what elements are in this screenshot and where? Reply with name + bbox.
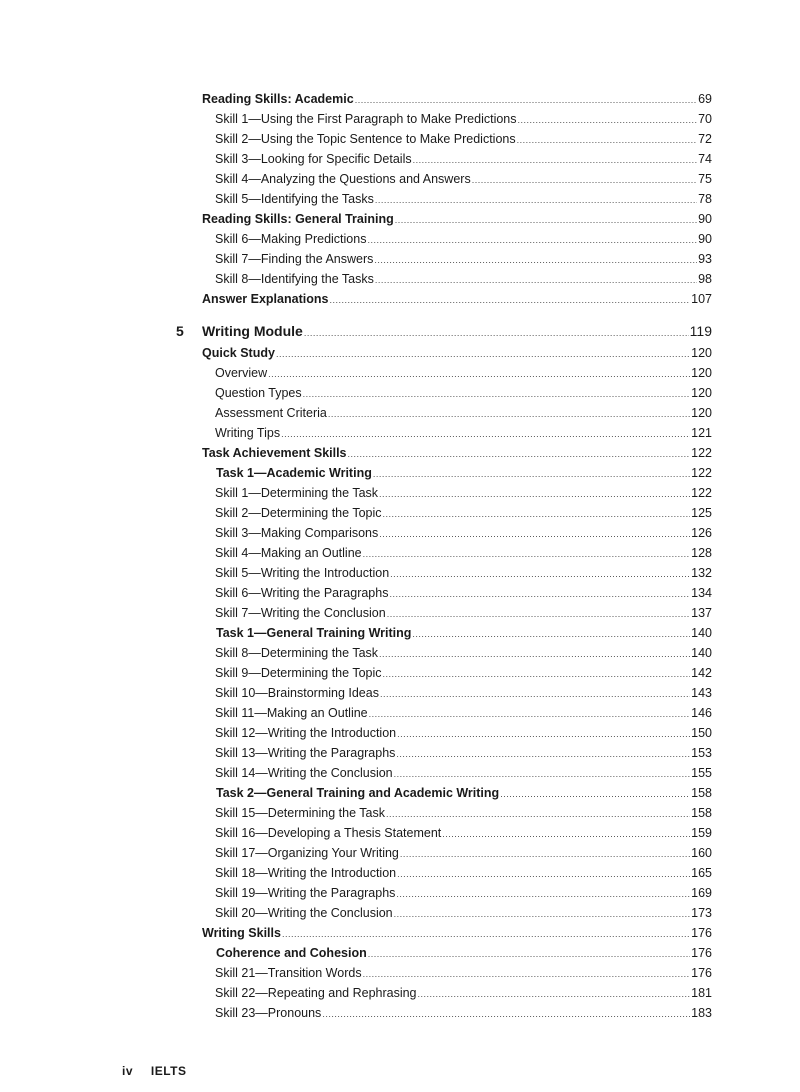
toc-title: Skill 16—Developing a Thesis Statement xyxy=(215,826,442,840)
toc-title: Answer Explanations xyxy=(202,292,329,306)
toc-page-number: 122 xyxy=(691,486,712,500)
toc-page-number: 120 xyxy=(691,366,712,380)
toc-title: Skill 9—Determining the Topic xyxy=(215,666,382,680)
toc-page-number: 120 xyxy=(691,386,712,400)
toc-page-number: 72 xyxy=(698,132,712,146)
dot-leader xyxy=(397,724,690,744)
toc-page-number: 137 xyxy=(691,606,712,620)
toc-title: Skill 8—Identifying the Tasks xyxy=(215,272,374,286)
toc-page-number: 160 xyxy=(691,846,712,860)
dot-leader xyxy=(268,364,690,384)
toc-item[interactable] xyxy=(200,823,712,843)
toc-title: Skill 7—Finding the Answers xyxy=(215,252,374,266)
toc-item[interactable] xyxy=(200,583,712,603)
toc-page-number: 119 xyxy=(689,323,712,339)
toc-title: Skill 12—Writing the Introduction xyxy=(215,726,397,740)
toc-page-number: 173 xyxy=(691,906,712,920)
toc-section[interactable] xyxy=(200,289,712,309)
toc-item[interactable] xyxy=(200,703,712,723)
dot-leader xyxy=(368,944,690,964)
toc-item[interactable] xyxy=(200,683,712,703)
toc-page-number: 176 xyxy=(691,946,712,960)
dot-leader xyxy=(322,1004,690,1024)
toc-page-number: 126 xyxy=(691,526,712,540)
toc-section[interactable] xyxy=(200,443,712,463)
toc-item[interactable] xyxy=(200,743,712,763)
toc-item[interactable] xyxy=(200,189,712,209)
toc-page-number: 158 xyxy=(691,806,712,820)
toc-item[interactable] xyxy=(200,423,712,443)
toc-item[interactable] xyxy=(200,603,712,623)
toc-section[interactable] xyxy=(200,89,712,109)
toc-title: Assessment Criteria xyxy=(215,406,327,420)
toc-title: Task 2—General Training and Academic Writing xyxy=(216,786,500,800)
toc-title: Skill 7—Writing the Conclusion xyxy=(215,606,386,620)
dot-leader xyxy=(380,684,690,704)
dot-leader xyxy=(363,544,691,564)
dot-leader xyxy=(304,321,689,345)
toc-page-number: 183 xyxy=(691,1006,712,1020)
toc-page-number: 107 xyxy=(691,292,712,306)
toc-page-number: 176 xyxy=(691,966,712,980)
dot-leader xyxy=(375,270,697,290)
toc-item[interactable] xyxy=(200,403,712,423)
toc-page-number: 169 xyxy=(691,886,712,900)
dot-leader xyxy=(373,464,690,484)
dot-leader xyxy=(500,784,690,804)
toc-title: Skill 5—Identifying the Tasks xyxy=(215,192,374,206)
toc-item[interactable] xyxy=(200,643,712,663)
toc-item[interactable] xyxy=(200,169,712,189)
toc-title: Overview xyxy=(215,366,268,380)
toc-title: Skill 14—Writing the Conclusion xyxy=(215,766,393,780)
toc-title: Writing Module xyxy=(202,323,303,339)
toc-title: Writing Skills xyxy=(202,926,281,940)
toc-title: Skill 11—Making an Outline xyxy=(215,706,368,720)
toc-item[interactable] xyxy=(200,843,712,863)
dot-leader xyxy=(396,744,690,764)
toc-page-number: 153 xyxy=(691,746,712,760)
toc-title: Skill 6—Writing the Paragraphs xyxy=(215,586,389,600)
toc-title: Quick Study xyxy=(202,346,275,360)
table-of-contents xyxy=(176,89,712,1023)
dot-leader xyxy=(355,90,697,110)
toc-title: Skill 18—Writing the Introduction xyxy=(215,866,397,880)
toc-page-number: 158 xyxy=(691,786,712,800)
toc-page-number: 150 xyxy=(691,726,712,740)
toc-page-number: 125 xyxy=(691,506,712,520)
toc-item[interactable] xyxy=(200,543,712,563)
toc-item[interactable] xyxy=(200,249,712,269)
dot-leader xyxy=(400,844,690,864)
toc-page-number: 181 xyxy=(691,986,712,1000)
toc-title: Skill 3—Looking for Specific Details xyxy=(215,152,412,166)
toc-title: Skill 3—Making Comparisons xyxy=(215,526,379,540)
toc-item[interactable] xyxy=(200,983,712,1003)
toc-title: Skill 10—Brainstorming Ideas xyxy=(215,686,379,700)
dot-leader xyxy=(367,230,697,250)
toc-title: Task Achievement Skills xyxy=(202,446,347,460)
toc-item[interactable] xyxy=(200,903,712,923)
toc-item[interactable] xyxy=(200,523,712,543)
dot-leader xyxy=(396,884,690,904)
dot-leader xyxy=(412,624,690,644)
toc-page-number: 122 xyxy=(691,466,712,480)
dot-leader xyxy=(348,444,691,464)
toc-page-number: 69 xyxy=(698,92,712,106)
toc-page-number: 70 xyxy=(698,112,712,126)
toc-page-number: 134 xyxy=(691,586,712,600)
dot-leader xyxy=(369,704,691,724)
dot-leader xyxy=(387,604,690,624)
toc-item[interactable] xyxy=(200,763,712,783)
dot-leader xyxy=(303,384,691,404)
dot-leader xyxy=(390,564,690,584)
toc-item[interactable] xyxy=(200,883,712,903)
dot-leader xyxy=(282,924,690,944)
toc-item[interactable] xyxy=(200,863,712,883)
dot-leader xyxy=(379,484,690,504)
toc-title: Question Types xyxy=(215,386,302,400)
toc-item[interactable] xyxy=(200,109,712,129)
footer-page-number: iv xyxy=(122,1064,134,1078)
toc-page-number: 140 xyxy=(691,646,712,660)
toc-subsection[interactable] xyxy=(200,943,712,963)
dot-leader xyxy=(386,804,690,824)
toc-title: Skill 1—Using the First Paragraph to Make Predictions xyxy=(215,112,517,126)
toc-page-number: 176 xyxy=(691,926,712,940)
toc-page-number: 165 xyxy=(691,866,712,880)
toc-item[interactable] xyxy=(200,723,712,743)
dot-leader xyxy=(379,644,690,664)
toc-item[interactable] xyxy=(200,963,712,983)
toc-page-number: 121 xyxy=(691,426,712,440)
toc-page-number: 78 xyxy=(698,192,712,206)
toc-title: Skill 2—Determining the Topic xyxy=(215,506,382,520)
dot-leader xyxy=(389,584,690,604)
toc-page-number: 128 xyxy=(691,546,712,560)
toc-item[interactable] xyxy=(200,1003,712,1023)
dot-leader xyxy=(383,664,691,684)
toc-item[interactable] xyxy=(200,363,712,383)
toc-item[interactable] xyxy=(200,803,712,823)
toc-page-number: 140 xyxy=(691,626,712,640)
dot-leader xyxy=(379,524,690,544)
toc-item[interactable] xyxy=(200,269,712,289)
toc-page-number: 74 xyxy=(698,152,712,166)
toc-section[interactable] xyxy=(200,923,712,943)
toc-page-number: 98 xyxy=(698,272,712,286)
toc-title: Skill 4—Making an Outline xyxy=(215,546,362,560)
dot-leader xyxy=(329,290,690,310)
toc-item[interactable] xyxy=(200,483,712,503)
toc-title: Skill 1—Determining the Task xyxy=(215,486,379,500)
toc-title: Task 1—General Training Writing xyxy=(216,626,412,640)
toc-subsection[interactable] xyxy=(200,463,712,483)
dot-leader xyxy=(276,344,690,364)
toc-section[interactable] xyxy=(200,209,712,229)
toc-title: Writing Tips xyxy=(215,426,281,440)
toc-title: Skill 17—Organizing Your Writing xyxy=(215,846,399,860)
toc-title: Skill 22—Repeating and Rephrasing xyxy=(215,986,417,1000)
toc-title: Reading Skills: General Training xyxy=(202,212,394,226)
toc-page-number: 143 xyxy=(691,686,712,700)
toc-title: Skill 23—Pronouns xyxy=(215,1006,322,1020)
toc-title: Skill 15—Determining the Task xyxy=(215,806,385,820)
dot-leader xyxy=(413,150,697,170)
dot-leader xyxy=(517,130,697,150)
page-footer xyxy=(122,1064,186,1078)
toc-item[interactable] xyxy=(200,129,712,149)
toc-page-number: 120 xyxy=(691,346,712,360)
toc-page-number: 155 xyxy=(691,766,712,780)
toc-page-number: 122 xyxy=(691,446,712,460)
toc-page-number: 142 xyxy=(691,666,712,680)
toc-page-number: 93 xyxy=(698,252,712,266)
toc-item[interactable] xyxy=(200,563,712,583)
dot-leader xyxy=(374,250,697,270)
toc-title: Skill 8—Determining the Task xyxy=(215,646,379,660)
toc-title: Skill 21—Transition Words xyxy=(215,966,362,980)
toc-title: Skill 2—Using the Topic Sentence to Make Predictions xyxy=(215,132,516,146)
toc-title: Coherence and Cohesion xyxy=(216,946,367,960)
toc-subsection[interactable] xyxy=(200,783,712,803)
toc-title: Task 1—Academic Writing xyxy=(216,466,372,480)
dot-leader xyxy=(394,904,691,924)
toc-page-number: 90 xyxy=(698,212,712,226)
dot-leader xyxy=(418,984,691,1004)
toc-title: Skill 13—Writing the Paragraphs xyxy=(215,746,396,760)
toc-title: Reading Skills: Academic xyxy=(202,92,354,106)
toc-title: Skill 6—Making Predictions xyxy=(215,232,367,246)
toc-title: Skill 19—Writing the Paragraphs xyxy=(215,886,396,900)
dot-leader xyxy=(383,504,691,524)
toc-page-number: 146 xyxy=(691,706,712,720)
dot-leader xyxy=(442,824,690,844)
dot-leader xyxy=(281,424,690,444)
toc-chapter[interactable] xyxy=(176,319,712,343)
footer-book-title: IELTS xyxy=(150,1064,187,1078)
toc-section[interactable] xyxy=(200,343,712,363)
toc-page-number: 120 xyxy=(691,406,712,420)
toc-item[interactable] xyxy=(200,663,712,683)
dot-leader xyxy=(328,404,690,424)
toc-page-number: 90 xyxy=(698,232,712,246)
toc-page-number: 159 xyxy=(691,826,712,840)
toc-subsection[interactable] xyxy=(200,623,712,643)
dot-leader xyxy=(472,170,697,190)
dot-leader xyxy=(375,190,697,210)
dot-leader xyxy=(363,964,691,984)
toc-item[interactable] xyxy=(200,383,712,403)
toc-item[interactable] xyxy=(200,149,712,169)
dot-leader xyxy=(395,210,697,230)
toc-item[interactable] xyxy=(200,229,712,249)
toc-page-number: 75 xyxy=(698,172,712,186)
dot-leader xyxy=(394,764,691,784)
toc-title: Skill 5—Writing the Introduction xyxy=(215,566,390,580)
toc-page-number: 132 xyxy=(691,566,712,580)
toc-title: Skill 20—Writing the Conclusion xyxy=(215,906,393,920)
toc-title: Skill 4—Analyzing the Questions and Answers xyxy=(215,172,471,186)
toc-item[interactable] xyxy=(200,503,712,523)
dot-leader xyxy=(518,110,698,130)
chapter-number: 5 xyxy=(176,323,184,339)
dot-leader xyxy=(397,864,690,884)
